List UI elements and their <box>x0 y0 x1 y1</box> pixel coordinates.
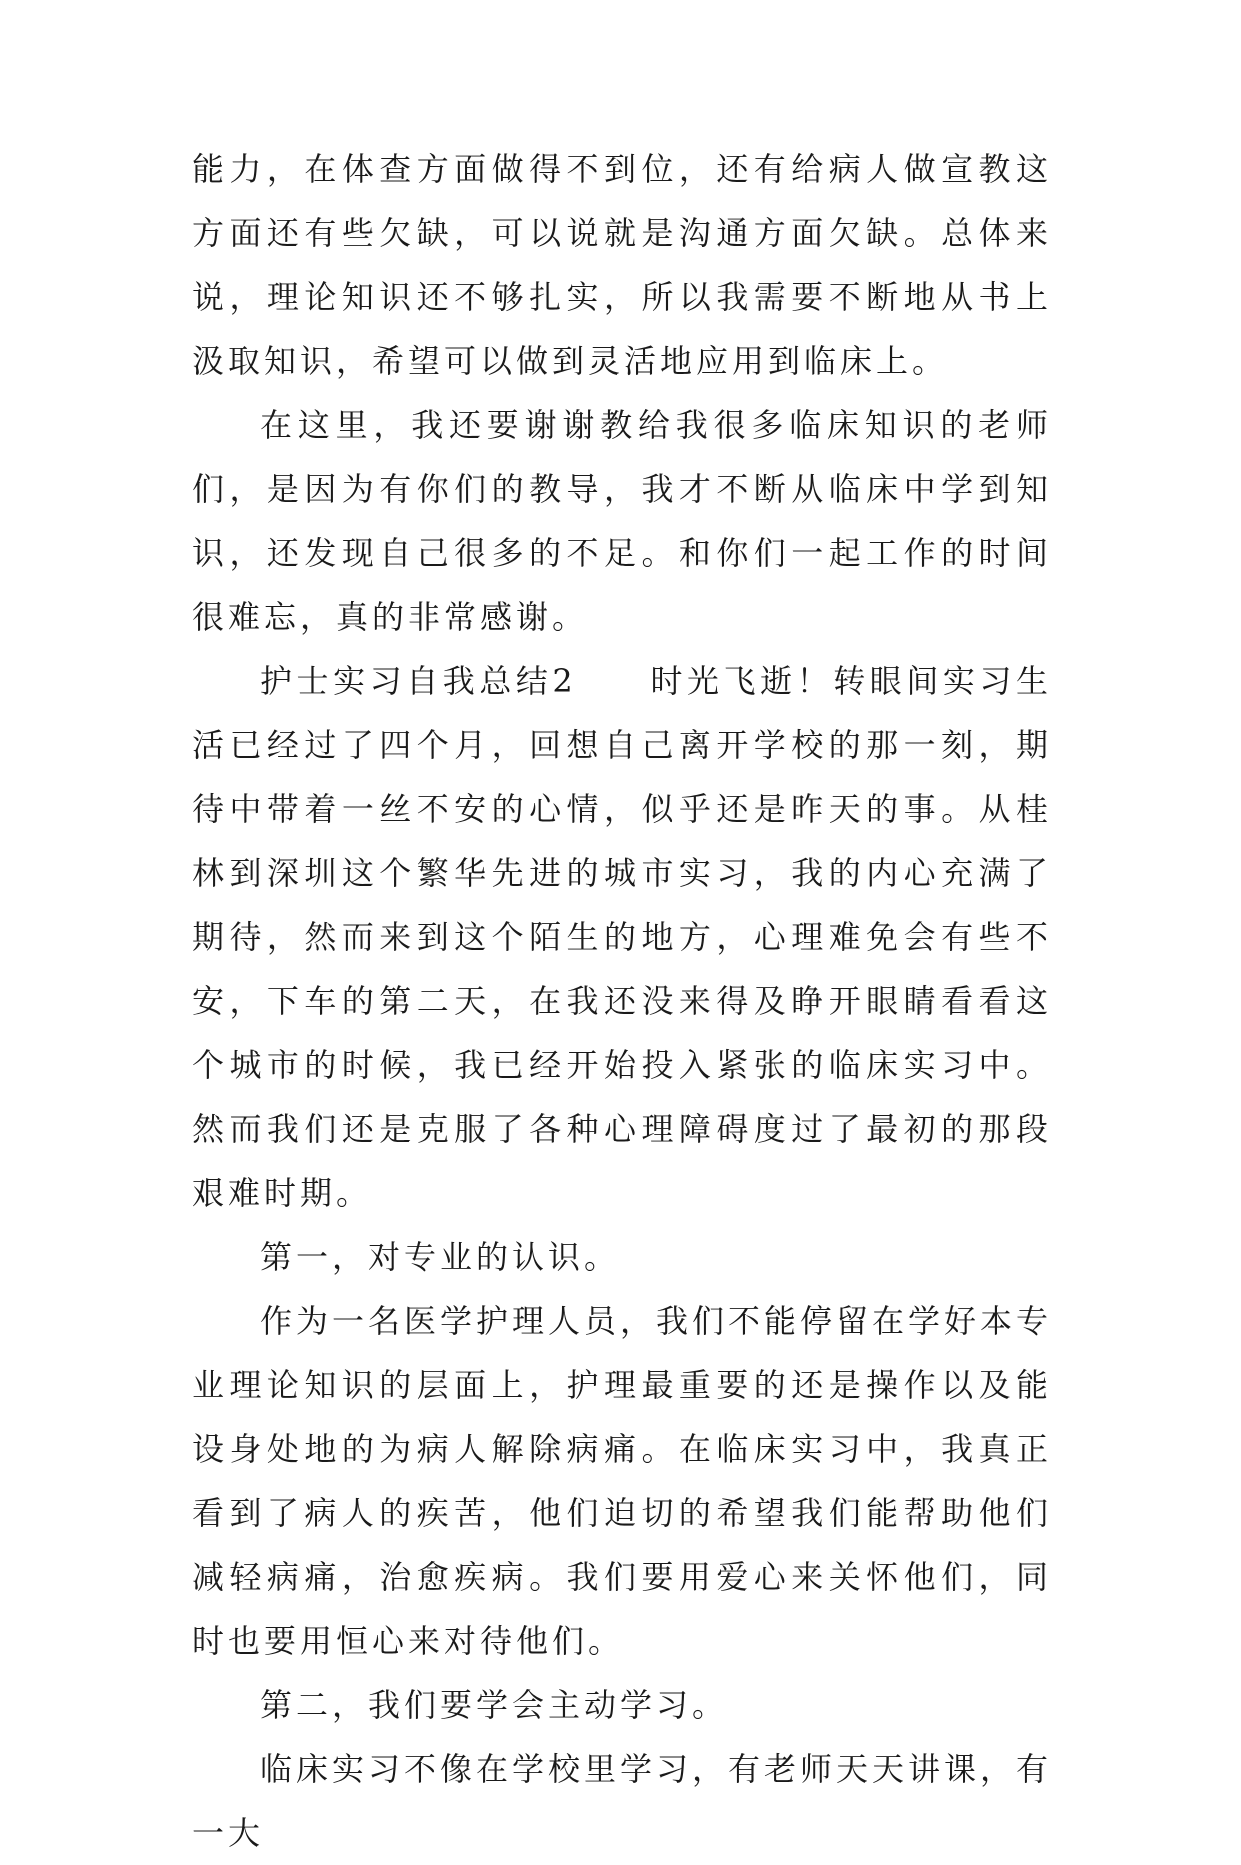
paragraph-5: 临床实习不像在学校里学习，有老师天天讲课，有一大 <box>192 1750 1053 1852</box>
paragraph-2: 在这里，我还要谢谢教给我很多临床知识的老师们，是因为有你们的教导，我才不断从临床中学到知识，还发现自己很多的不足。和你们一起工作的时间很难忘，真的非常感谢。 <box>192 406 1052 636</box>
section-heading-2: 第二，我们要学会主动学习。 <box>260 1686 729 1724</box>
paragraph-1: 能力，在体查方面做得不到位，还有给病人做宣教这方面还有些欠缺，可以说就是沟通方面欠缺。总体来说，理论知识还不够扎实，所以我需要不断地从书上汲取知识，希望可以做到灵活地应用到临床上。 <box>192 150 1052 380</box>
section-heading-1: 第一，对专业的认识。 <box>260 1238 621 1276</box>
paragraph-3: 护士实习自我总结2 时光飞逝！转眼间实习生活已经过了四个月，回想自己离开学校的那一刻，期待中带着一丝不安的心情，似乎还是昨天的事。从桂林到深圳这个繁华先进的城市实习，我的内心充满了期待，然而来到这个陌生的地方，心理难免会有些不安，下车的第二天，在我还没来得及睁开眼睛看看这个城市的时候，我已经开始投入紧张的临床实习中。然而我们还是克服了各种心理障碍度过了最初的那段艰难时期。 <box>192 662 1052 1212</box>
document-body <box>192 137 1052 1865</box>
paragraph-4: 作为一名医学护理人员，我们不能停留在学好本专业理论知识的层面上，护理最重要的还是操作以及能设身处地的为病人解除病痛。在临床实习中，我真正看到了病人的疾苦，他们迫切的希望我们能帮助他们减轻病痛，治愈疾病。我们要用爱心来关怀他们，同时也要用恒心来对待他们。 <box>192 1302 1053 1660</box>
